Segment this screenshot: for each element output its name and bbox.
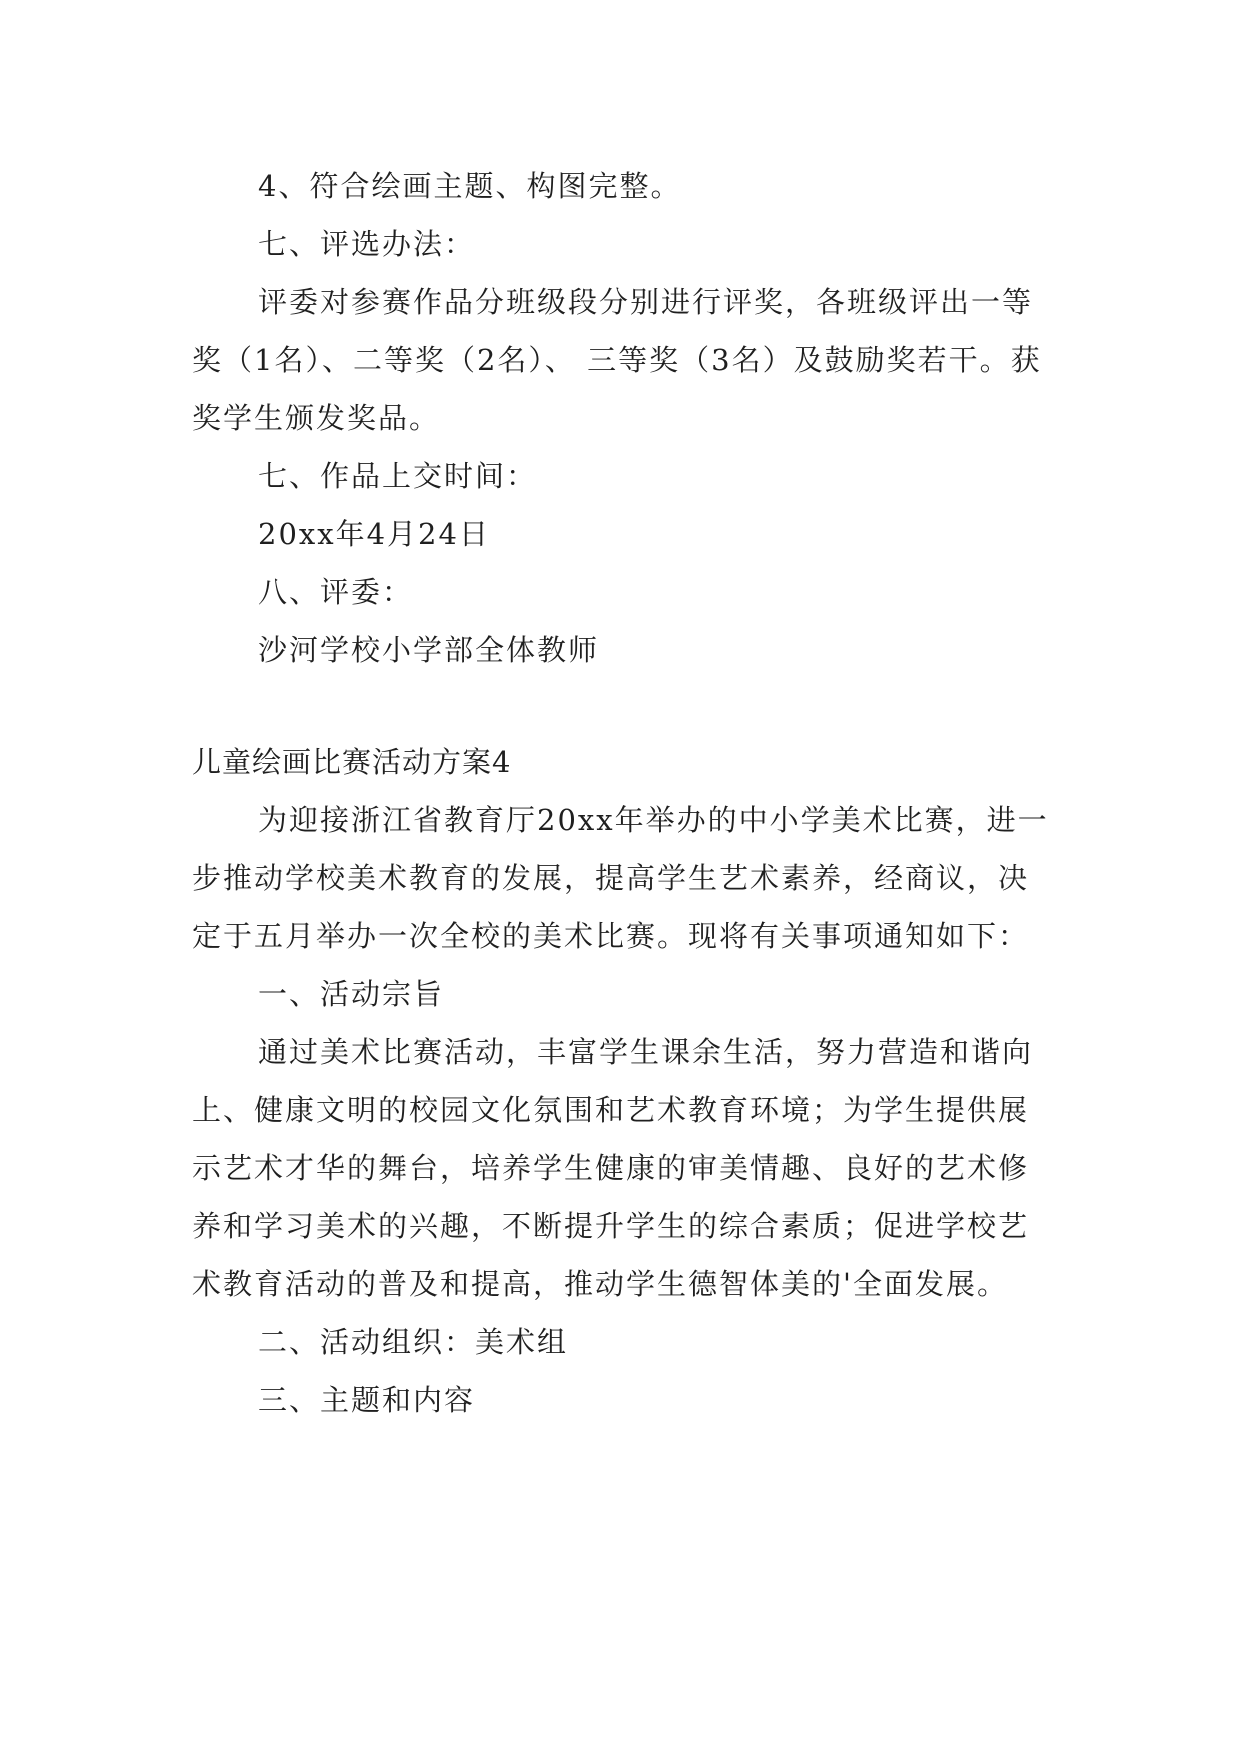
document-body xyxy=(192,157,1052,1429)
paragraph-purpose: 通过美术比赛活动，丰富学生课余生活，努力营造和谐向上、健康文明的校园文化氛围和艺术教育环境；为学生提供展示艺术才华的舞台，培养学生健康的审美情趣、良好的艺术修养和学习美术的兴趣，不断提升学生的综合素质；促进学校艺术教育活动的普及和提高，推动学生德智体美的'全面发展。 xyxy=(192,1035,1034,1301)
paragraph-heading-judges: 八、评委： xyxy=(258,575,414,609)
paragraph-heading-theme: 三、主题和内容 xyxy=(258,1383,476,1417)
paragraph-judges: 沙河学校小学部全体教师 xyxy=(258,633,600,667)
paragraph-criteria-4: 4、符合绘画主题、构图完整。 xyxy=(258,169,682,203)
paragraph-intro: 为迎接浙江省教育厅20xx年举办的中小学美术比赛，进一步推动学校美术教育的发展，提高学生艺术素养，经商议，决定于五月举办一次全校的美术比赛。现将有关事项通知如下： xyxy=(192,803,1049,953)
paragraph-organization: 二、活动组织：美术组 xyxy=(258,1325,569,1359)
paragraph-heading-judging-method: 七、评选办法： xyxy=(258,227,476,261)
paragraph-heading-purpose: 一、活动宗旨 xyxy=(258,977,445,1011)
section-title: 儿童绘画比赛活动方案4 xyxy=(192,745,512,779)
paragraph-submission-date: 20xx年4月24日 xyxy=(258,517,490,551)
paragraph-judging-method: 评委对参赛作品分班级段分别进行评奖，各班级评出一等奖（1名）、二等奖（2名）、 三等奖（3名）及鼓励奖若干。获奖学生颁发奖品。 xyxy=(192,285,1042,435)
paragraph-heading-submission-time: 七、作品上交时间： xyxy=(258,459,538,493)
